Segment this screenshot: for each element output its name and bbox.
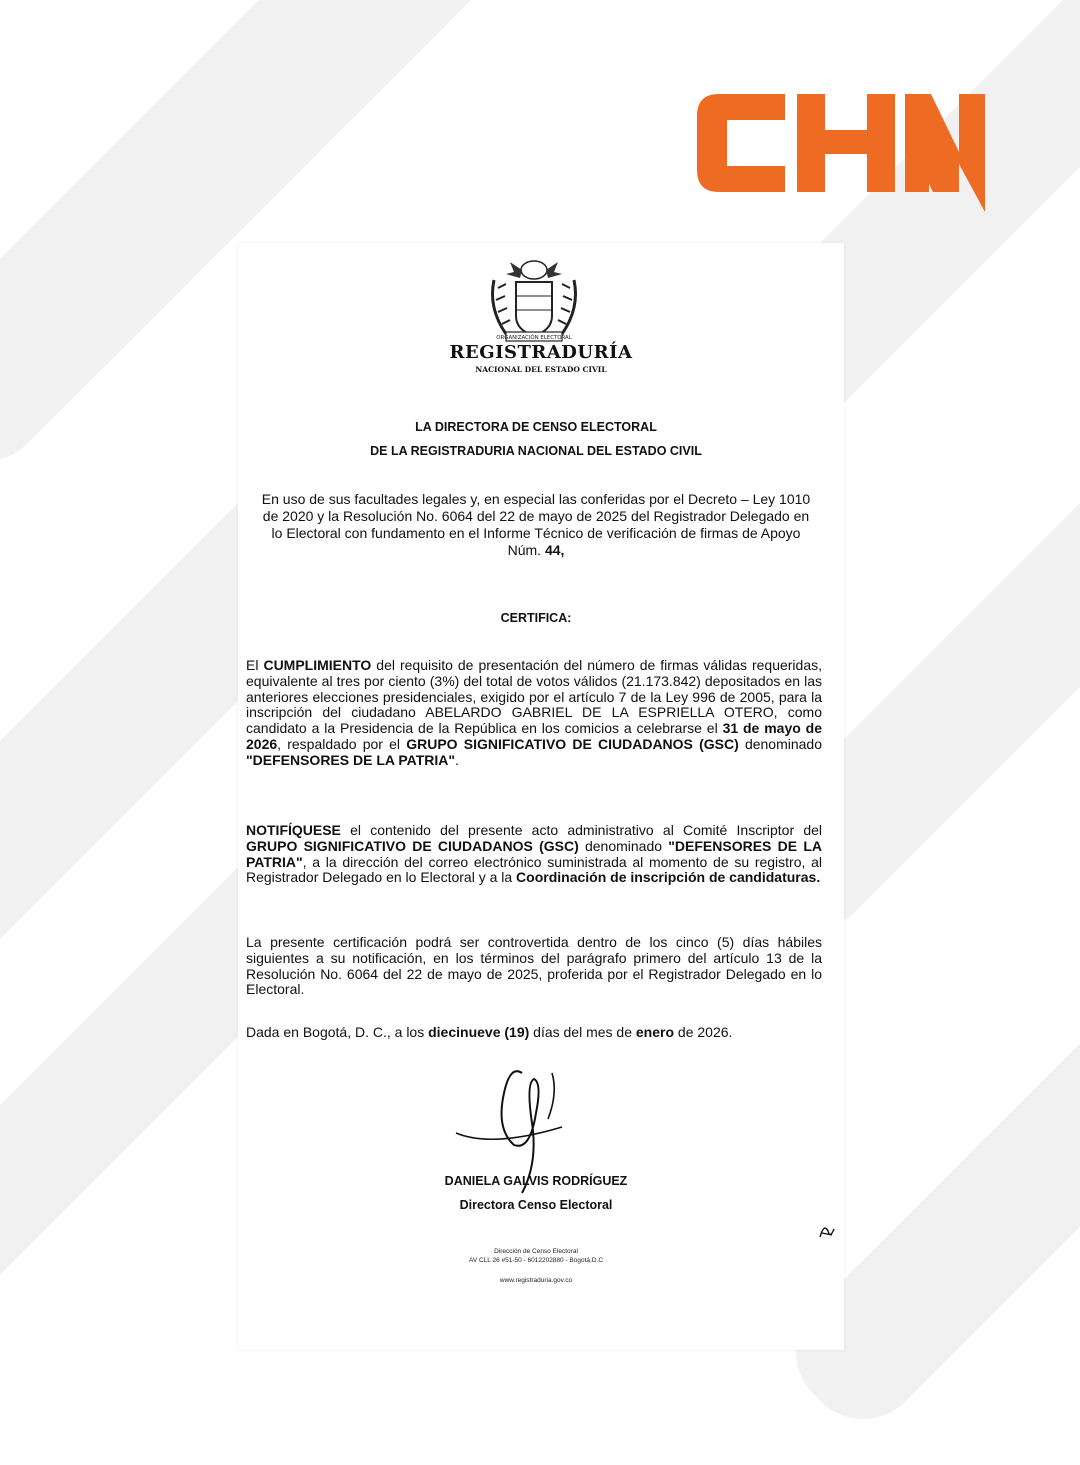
preamble-paragraph: [256, 491, 816, 559]
crest-caption: ORGANIZACIÓN ELECTORAL: [496, 335, 572, 341]
document-heading-line-2: DE LA REGISTRADURIA NACIONAL DEL ESTADO CIVIL: [370, 444, 702, 458]
certification-paragraph: El CUMPLIMIENTO del requisito de presentación del número de firmas válidas requeridas, equivalente al tres por ciento (3%) del total de votos válidos (21.173.842) depositados en las anteriores elecciones presidenciales, exigido por el artículo 7 de la Ley 996 de 2005, para la inscripción del ciudadano ABELARDO GABRIEL DE LA ESPRIELLA OTERO, como candidato a la Presidencia de la República en los comicios a celebrarse el 31 de mayo de 2026, respaldado por el GRUPO SIGNIFICATIVO DE CIUDADANOS (GSC) denominado "DEFENSORES DE LA PATRIA".: [246, 657, 823, 768]
preamble-text: En uso de sus facultades legales y, en especial las conferidas por el Decreto – Ley 1010 de 2020 y la Resolución No. 6064 del 22 de mayo de 2025 del Registrador Delegado en lo Electoral con fundamento en el Informe Técnico de verificación de firmas de Apoyo Núm.: [261, 491, 811, 558]
controversy-paragraph: La presente certificación podrá ser controvertida dentro de los cinco (5) días hábiles siguientes a su notificación, en los términos del parágrafo primero del artículo 13 de la Resolución No. 6064 del 22 de mayo de 2025, proferida por el Registrador Delegado en lo Electoral.: [246, 934, 822, 998]
initials-mark: [816, 1221, 838, 1243]
chn-logo: [697, 94, 987, 212]
registraduria-title: REGISTRADURÍA: [449, 342, 633, 363]
document-heading-line-1: LA DIRECTORA DE CENSO ELECTORAL: [415, 420, 657, 434]
footer-office: Dirección de Censo Electoral: [494, 1248, 578, 1255]
registraduria-subtitle: NACIONAL DEL ESTADO CIVIL: [475, 365, 607, 374]
footer-address: AV CLL 26 #51-50 - 6012202880 - Bogotá,D.C: [468, 1257, 604, 1264]
coat-of-arms-icon: [486, 258, 582, 350]
report-number: 44,: [544, 542, 565, 558]
signer-title: Directora Censo Electoral: [459, 1198, 613, 1212]
signer-name: DANIELA GALVIS RODRÍGUEZ: [444, 1174, 628, 1188]
certifica-title: CERTIFICA:: [500, 611, 572, 625]
closing-paragraph: Dada en Bogotá, D. C., a los diecinueve (19) días del mes de enero de 2026.: [246, 1024, 733, 1040]
footer-website[interactable]: www.registraduria.gov.co: [499, 1277, 573, 1284]
certificate-document: [238, 243, 844, 1350]
notification-paragraph: NOTIFÍQUESE el contenido del presente acto administrativo al Comité Inscriptor del GRUPO SIGNIFICATIVO DE CIUDADANOS (GSC) denominado "DEFENSORES DE LA PATRIA", a la dirección del correo electrónico suministrada al momento de su registro, al Registrador Delegado en lo Electoral y a la Coordinación de inscripción de candidaturas.: [246, 822, 822, 886]
